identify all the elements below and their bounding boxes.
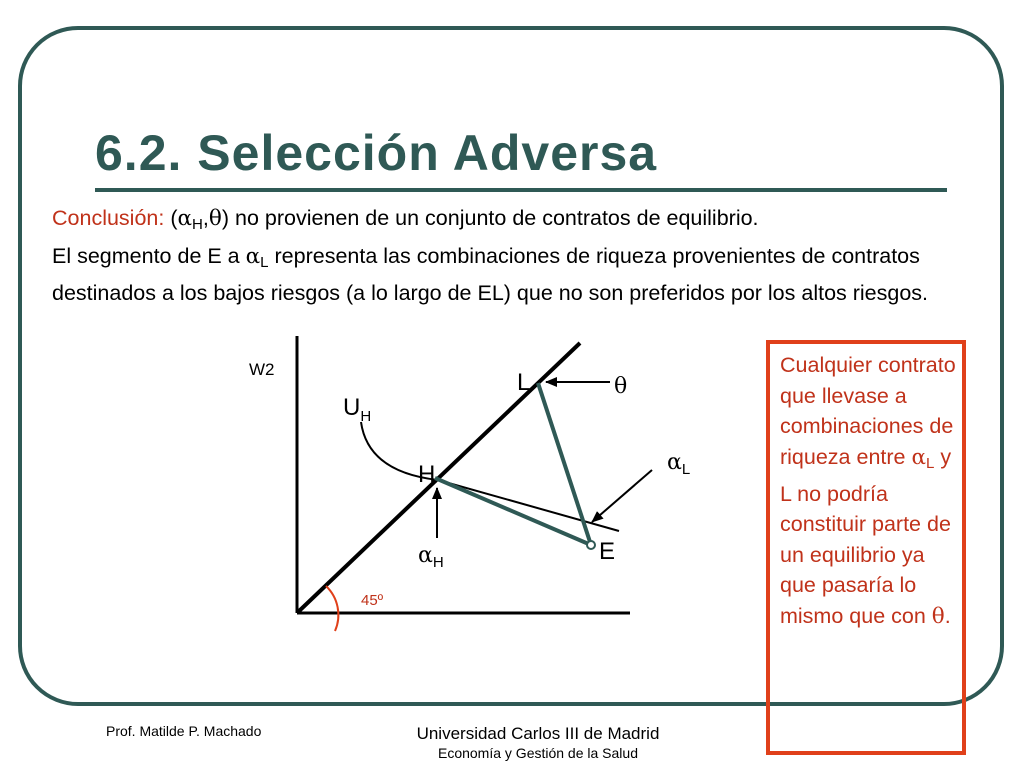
alpha-l-subscript: L xyxy=(681,461,691,478)
curve-uh-subscript: H xyxy=(360,408,372,425)
point-e-label: E xyxy=(599,538,616,565)
curve-uh-label xyxy=(343,394,371,425)
conclusion-text: no provienen de un conjunto de contratos de equilibrio. xyxy=(229,206,759,230)
conclusion-label: Conclusión: xyxy=(52,206,165,230)
theta-symbol: θ xyxy=(931,603,945,629)
explanation-text-start: El segmento de E a xyxy=(52,244,246,268)
callout-text-start: Cualquier contrato que llevase a combinaciones de riqueza entre xyxy=(780,353,956,469)
callout-period: . xyxy=(944,603,951,628)
alpha-l-subscript: L xyxy=(260,253,269,271)
point-l-label: L xyxy=(517,369,531,396)
page-title: 6.2. Selección Adversa xyxy=(95,125,658,181)
segment-e-l xyxy=(538,383,591,545)
conclusion-close-paren: ) xyxy=(221,206,230,230)
alpha-h-alpha: α xyxy=(418,543,433,568)
conclusion-open-paren: ( xyxy=(170,206,178,230)
footer-institution xyxy=(397,724,679,762)
segment-h-e xyxy=(435,478,591,545)
alpha-l-subscript: L xyxy=(926,454,935,472)
explanation-text-end: representa las combinaciones de riqueza provenientes de contratos destinados a los bajos riesgos (a lo largo de EL) que no son preferidos por los altos riesgos. xyxy=(52,244,929,305)
curve-u-text: U xyxy=(343,394,361,421)
theta-label: θ xyxy=(614,374,628,399)
alpha-h-label xyxy=(418,543,444,571)
alpha-h-subscript: H xyxy=(432,554,444,571)
alpha-l-alpha: α xyxy=(667,450,682,475)
point-h-label: H xyxy=(418,461,436,488)
angle-arc xyxy=(326,586,338,631)
footer-department: Economía y Gestión de la Salud xyxy=(437,745,638,761)
callout-text-middle: y L no podría constituir parte de un equilibrio ya que pasaría lo mismo que con xyxy=(780,444,952,628)
alpha-symbol: α xyxy=(911,444,926,470)
conclusion-comma: , xyxy=(202,206,209,230)
angle-label: 45º xyxy=(361,592,384,609)
alpha-h-subscript: H xyxy=(192,215,203,233)
alpha-l-arrow xyxy=(592,470,652,522)
alpha-symbol: α xyxy=(245,244,261,269)
point-e-marker xyxy=(587,541,595,549)
footer-author: Prof. Matilde P. Machado xyxy=(106,723,262,739)
y-axis-label: W2 xyxy=(249,360,275,379)
alpha-l-label xyxy=(667,450,690,478)
theta-symbol: θ xyxy=(208,206,222,231)
callout-box xyxy=(766,340,966,755)
alpha-symbol: α xyxy=(177,206,193,231)
footer-university: Universidad Carlos III de Madrid xyxy=(416,724,660,743)
